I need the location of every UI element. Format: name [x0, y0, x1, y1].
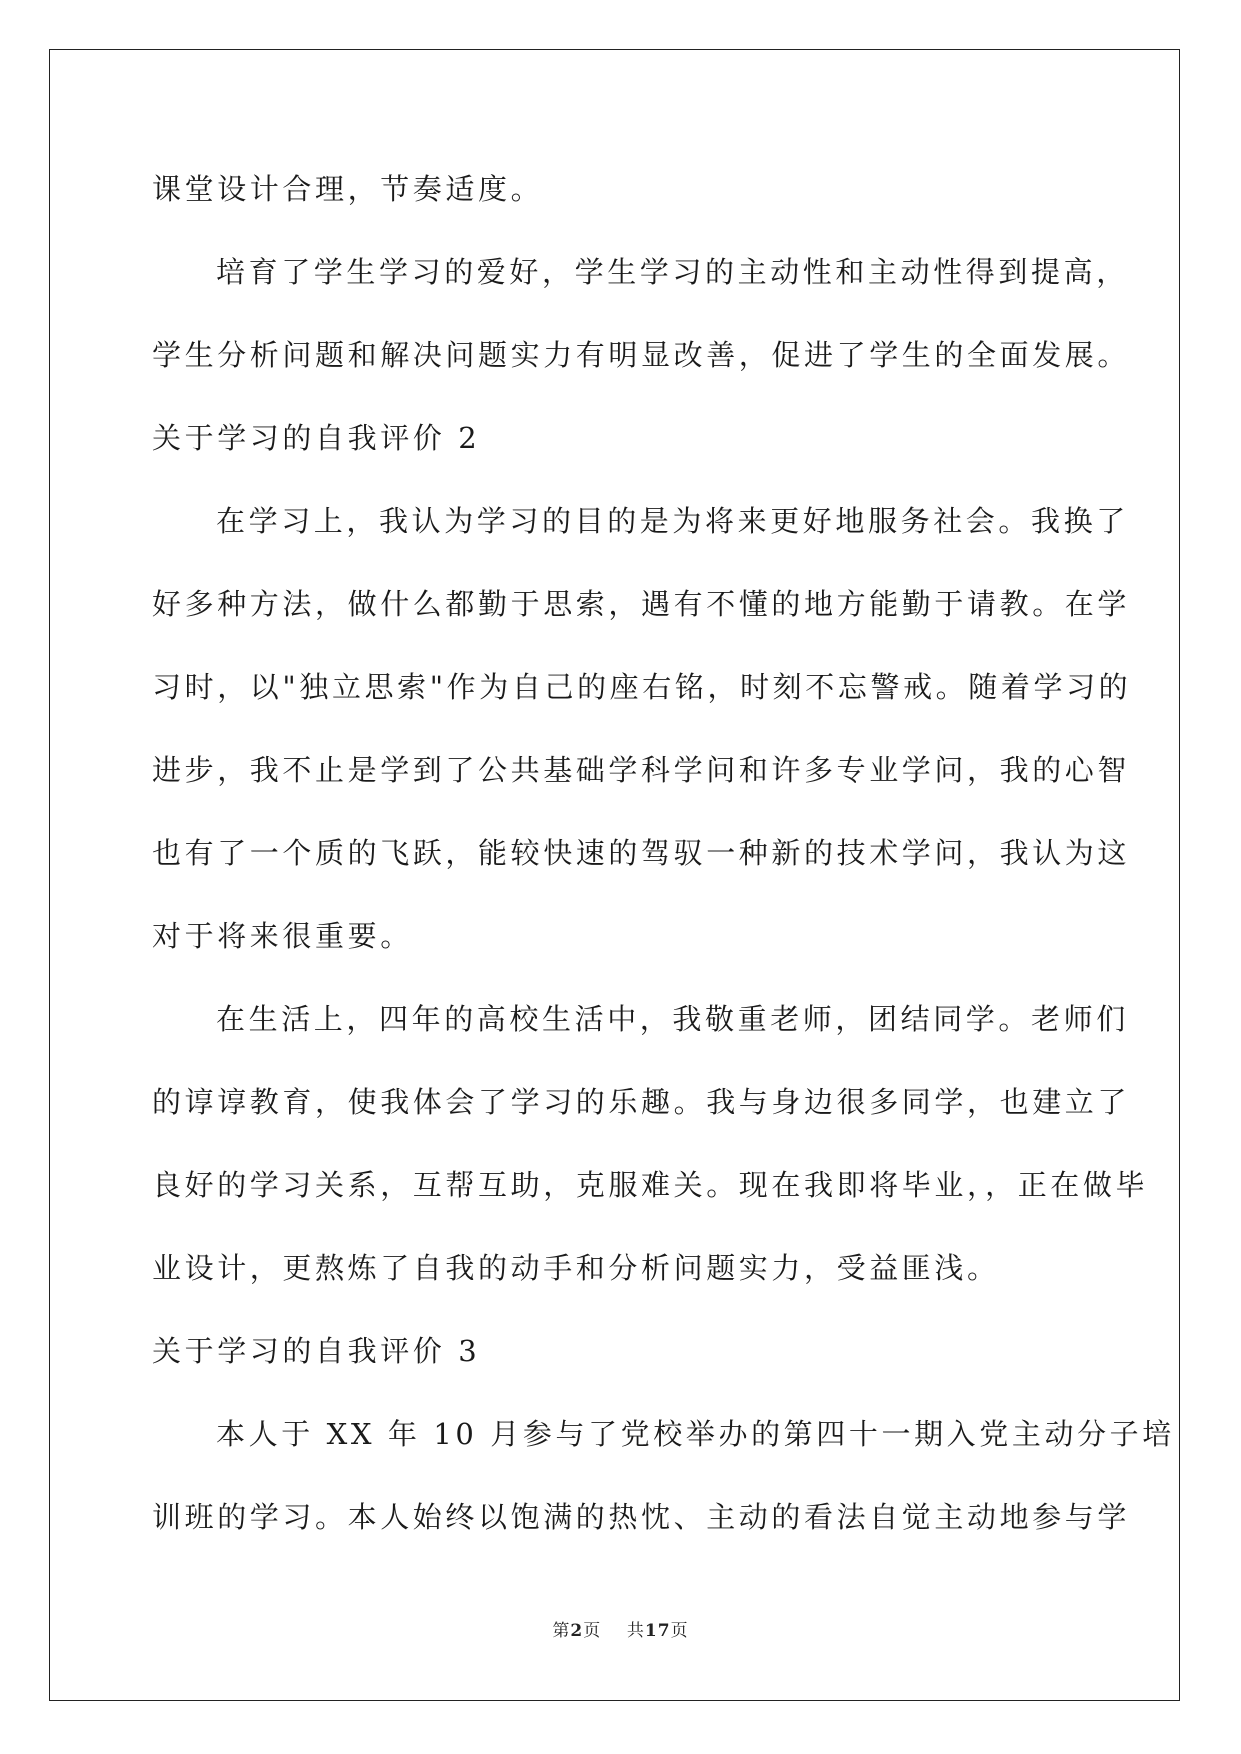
total-suffix: 页: [670, 1621, 689, 1641]
text-line: 进步，我不止是学到了公共基础学科学问和许多专业学问，我的心智: [152, 753, 1131, 787]
text-line: 训班的学习。本人始终以饱满的热忱、主动的看法自觉主动地参与学: [152, 1500, 1131, 1534]
text-line: 课堂设计合理，节奏适度。: [152, 172, 544, 206]
section-heading: 关于学习的自我评价 2: [152, 421, 481, 455]
page-prefix: 第: [552, 1621, 571, 1641]
text-line: 也有了一个质的飞跃，能较快速的驾驭一种新的技术学问，我认为这: [152, 836, 1131, 870]
text-line: 学生分析问题和解决问题实力有明显改善，促进了学生的全面发展。: [152, 338, 1131, 372]
text-line: 的谆谆教育，使我体会了学习的乐趣。我与身边很多同学，也建立了: [152, 1085, 1131, 1119]
page-footer: [0, 1616, 1241, 1641]
total-pages: 17: [644, 1621, 671, 1641]
paragraph-start-line: 在学习上，我认为学习的目的是为将来更好地服务社会。我换了: [216, 504, 1129, 538]
text-line: 好多种方法，做什么都勤于思索，遇有不懂的地方能勤于请教。在学: [152, 587, 1131, 621]
text-line: 习时，以"独立思索"作为自己的座右铭，时刻不忘警戒。随着学习的: [152, 670, 1132, 704]
page-suffix: 页: [583, 1621, 602, 1641]
paragraph-start-line: 在生活上，四年的高校生活中，我敬重老师，团结同学。老师们: [216, 1002, 1129, 1036]
paragraph-start-line: 本人于 XX 年 10 月参与了党校举办的第四十一期入党主动分子培: [216, 1417, 1175, 1451]
text-line: 业设计，更熬炼了自我的动手和分析问题实力，受益匪浅。: [152, 1251, 1000, 1285]
text-line: 良好的学习关系，互帮互助，克服难关。现在我即将毕业，，正在做毕: [152, 1168, 1149, 1202]
section-heading: 关于学习的自我评价 3: [152, 1334, 481, 1368]
text-line: 对于将来很重要。: [152, 919, 413, 953]
page-number: 2: [570, 1621, 584, 1641]
paragraph-start-line: 培育了学生学习的爱好，学生学习的主动性和主动性得到提高，: [216, 255, 1129, 289]
total-prefix: 共: [626, 1621, 645, 1641]
document-body: [152, 158, 1175, 1569]
